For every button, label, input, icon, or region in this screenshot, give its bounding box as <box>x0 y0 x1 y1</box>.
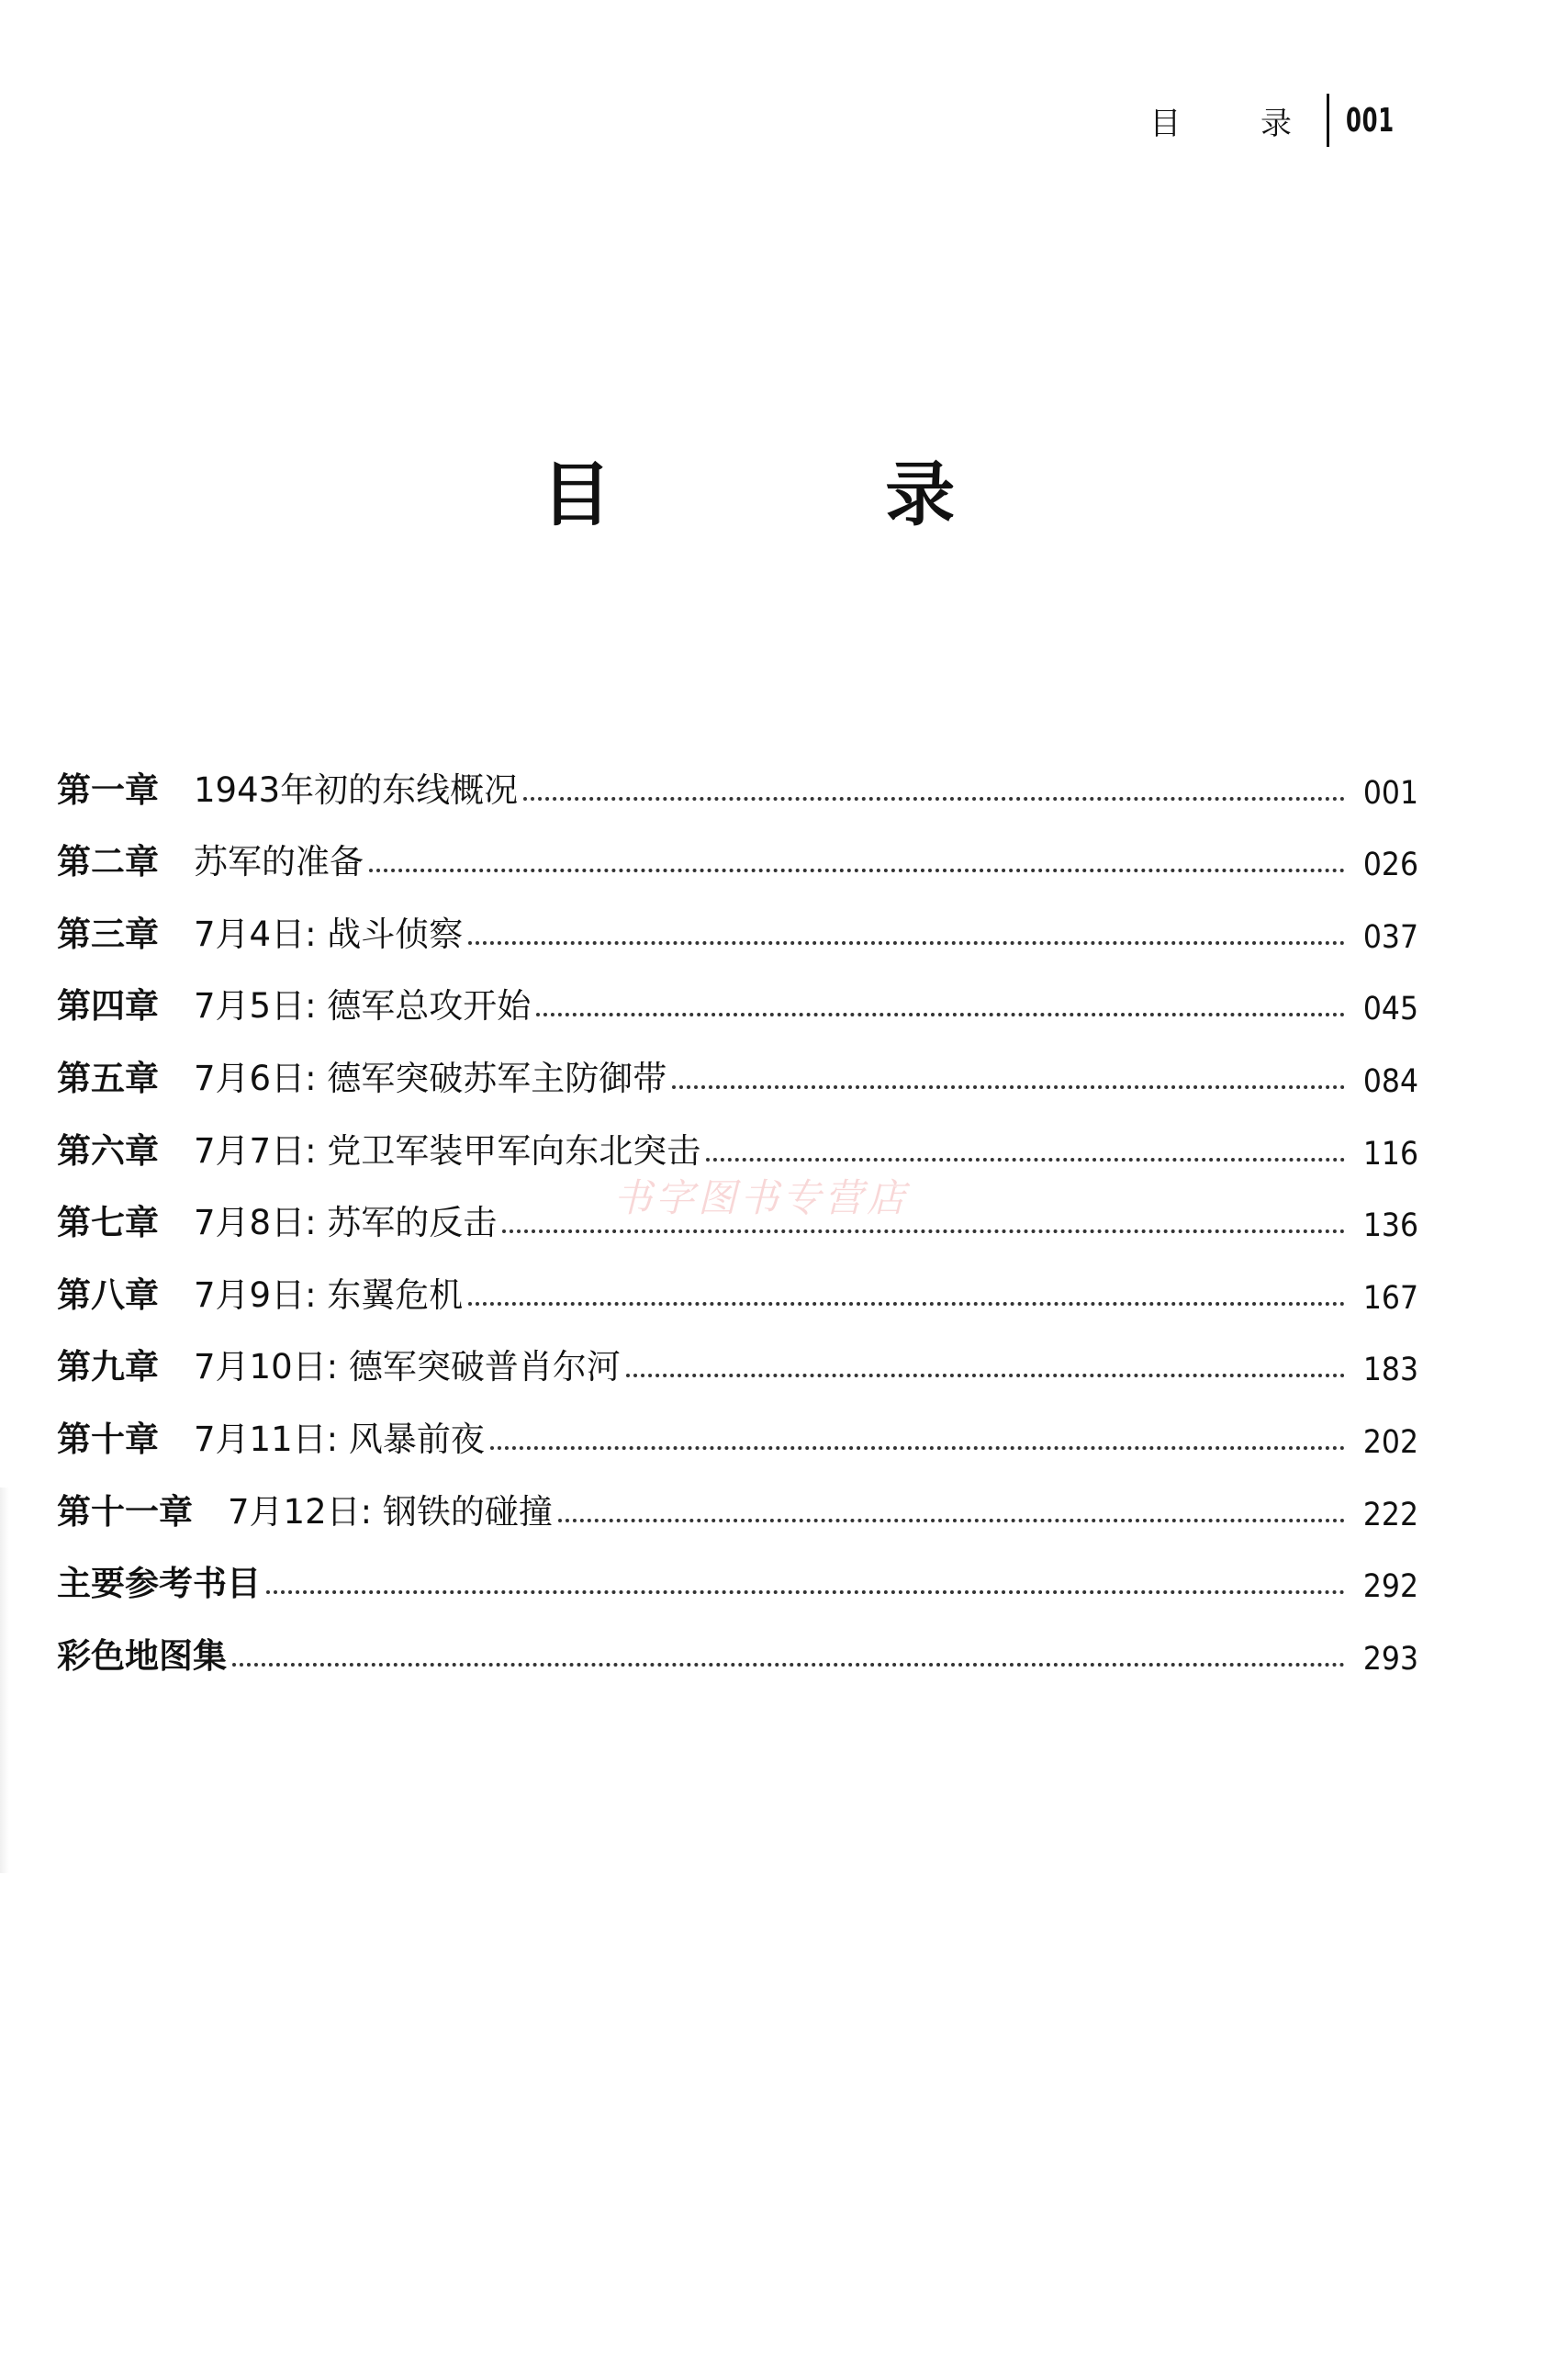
chapter-title: 7月11日: 风暴前夜 <box>194 1419 485 1459</box>
chapter-number: 第九章 <box>57 1347 159 1387</box>
page-header <box>1149 88 1401 152</box>
toc-label <box>57 762 518 812</box>
chapter-number: 第十章 <box>57 1419 159 1459</box>
toc-page-number: 001 <box>1362 774 1418 812</box>
chapter-title: 7月6日: 德军突破苏军主防御带 <box>194 1058 667 1098</box>
page-edge-shadow <box>0 1488 9 1873</box>
toc-label <box>57 1484 553 1533</box>
toc-page-number: 084 <box>1362 1062 1418 1100</box>
leader-dots <box>626 1374 1345 1377</box>
chapter-number: 第四章 <box>57 986 159 1027</box>
toc-entry[interactable] <box>57 1461 1418 1533</box>
leader-dots <box>536 1013 1345 1016</box>
page-number: 001 <box>1346 101 1395 140</box>
toc-page-number: 167 <box>1362 1279 1418 1317</box>
leader-dots <box>502 1229 1345 1233</box>
leader-dots <box>558 1519 1345 1522</box>
chapter-number: 第三章 <box>57 914 159 954</box>
toc-label <box>57 1411 485 1461</box>
chapter-number: 第七章 <box>57 1203 159 1243</box>
leader-dots <box>490 1446 1345 1450</box>
toc-heading: 目 录 <box>541 454 1081 535</box>
toc-label <box>57 906 463 956</box>
toc-entry[interactable] <box>57 812 1418 884</box>
chapter-title: 7月4日: 战斗侦察 <box>194 914 464 954</box>
chapter-number: 第五章 <box>57 1058 159 1098</box>
toc-entry[interactable] <box>57 1100 1418 1173</box>
leader-dots <box>468 941 1345 945</box>
toc-label <box>57 1267 463 1317</box>
toc-page-number: 292 <box>1362 1568 1418 1606</box>
toc-label <box>57 834 364 883</box>
leader-dots <box>369 869 1345 872</box>
leader-dots <box>706 1158 1345 1162</box>
toc-page-number: 037 <box>1362 918 1418 956</box>
toc-label <box>57 1628 227 1678</box>
chapter-title: 7月9日: 东翼危机 <box>194 1274 464 1315</box>
toc-label <box>57 1195 497 1244</box>
toc-entry[interactable] <box>57 1605 1418 1678</box>
toc-page-number: 293 <box>1362 1640 1418 1678</box>
chapter-number: 第二章 <box>57 842 159 882</box>
toc-entry[interactable] <box>57 1388 1418 1461</box>
toc-page-number: 026 <box>1362 847 1418 884</box>
leader-dots <box>232 1663 1345 1667</box>
chapter-title: 7月8日: 苏军的反击 <box>194 1203 498 1243</box>
toc-entry[interactable] <box>57 956 1418 1028</box>
toc-entry[interactable] <box>57 1244 1418 1317</box>
chapter-number: 第八章 <box>57 1274 159 1315</box>
leader-dots <box>468 1302 1345 1306</box>
chapter-title: 7月5日: 德军总攻开始 <box>194 986 532 1027</box>
running-title: 目 录 <box>1149 105 1327 142</box>
header-divider <box>1327 94 1329 147</box>
chapter-number: 第一章 <box>57 769 159 810</box>
chapter-title: 1943年初的东线概况 <box>194 769 519 810</box>
leader-dots <box>523 797 1345 801</box>
toc-page-number: 045 <box>1362 991 1418 1028</box>
toc-page-number: 222 <box>1362 1496 1418 1533</box>
toc-page-number: 136 <box>1362 1207 1418 1245</box>
chapter-title: 7月12日: 钢铁的碰撞 <box>228 1491 553 1532</box>
toc-label <box>57 978 531 1027</box>
chapter-number: 第十一章 <box>57 1491 193 1532</box>
toc-entry[interactable] <box>57 1317 1418 1389</box>
toc-label <box>57 1123 700 1173</box>
chapter-title: 7月10日: 德军突破普肖尔河 <box>194 1347 621 1387</box>
section-title: 彩色地图集 <box>57 1635 227 1676</box>
toc-page-number: 116 <box>1362 1135 1418 1173</box>
chapter-title: 苏军的准备 <box>194 842 364 882</box>
toc-page-number: 183 <box>1362 1352 1418 1389</box>
leader-dots <box>266 1590 1345 1594</box>
toc-label <box>57 1339 621 1388</box>
section-title: 主要参考书目 <box>57 1564 261 1604</box>
chapter-number: 第六章 <box>57 1130 159 1171</box>
toc-page-number: 202 <box>1362 1423 1418 1461</box>
leader-dots <box>672 1085 1345 1089</box>
toc-label <box>57 1050 667 1100</box>
chapter-title: 7月7日: 党卫军装甲军向东北突击 <box>194 1130 701 1171</box>
toc-entry[interactable] <box>57 739 1418 812</box>
toc-entry[interactable] <box>57 1027 1418 1100</box>
toc-label <box>57 1555 261 1605</box>
watermark: 书字图书专营店 <box>613 1175 910 1220</box>
toc-entry[interactable] <box>57 883 1418 956</box>
toc-entry[interactable] <box>57 1533 1418 1606</box>
